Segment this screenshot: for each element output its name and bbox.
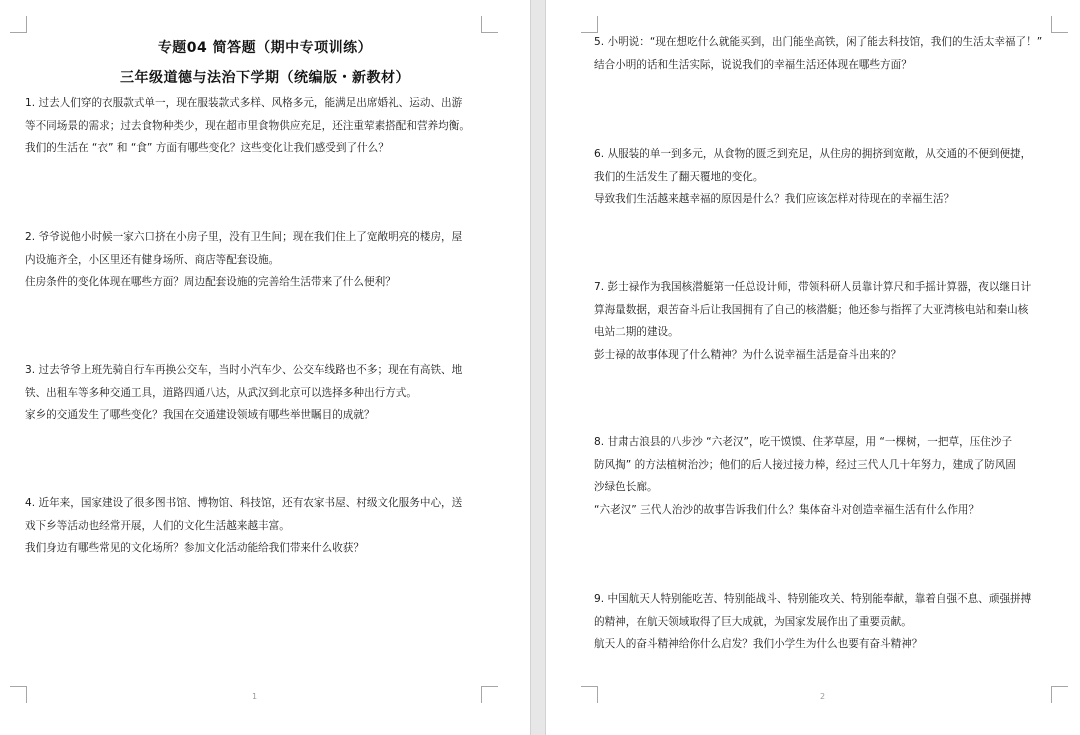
question-text-line: 电站二期的建设。: [594, 326, 679, 338]
question-text-line: 9. 中国航天人特别能吃苦、特别能战斗、特别能攻关、特别能奉献，靠着自强不息、顽强拼搏: [594, 593, 1032, 605]
question-prompt: 结合小明的话和生活实际，说说我们的幸福生活还体现在哪些方面？: [594, 58, 912, 71]
question-text-line: 铁、出租车等多种交通工具，道路四通八达，从武汉到北京可以选择多种出行方式。: [25, 386, 417, 399]
question-text-line: 算海量数据，艰苦奋斗后让我国拥有了自己的核潜艇；他还参与指挥了大亚湾核电站和秦山核: [594, 303, 1029, 316]
question-prompt: 导致我们生活越来越幸福的原因是什么？我们应该怎样对待现在的幸福生活？: [594, 193, 955, 205]
question-9: [594, 588, 1059, 656]
crop-mark-bottom-right: [1051, 686, 1068, 703]
question-text-line: 4. 近年来，国家建设了很多图书馆、博物馆、科技馆，还有农家书屋、村级文化服务中心，送: [25, 497, 463, 509]
question-6: [594, 143, 1059, 211]
crop-mark-top-right: [481, 16, 498, 33]
question-prompt: 彭士禄的故事体现了什么精神？为什么说幸福生活是奋斗出来的？: [594, 348, 902, 361]
question-text-line: 等不同场景的需求；过去食物种类少，现在超市里食物供应充足，还注重荤素搭配和营养均衡。: [25, 119, 470, 132]
question-prompt: 航天人的奋斗精神给你什么启发？我们小学生为什么也要有奋斗精神？: [594, 638, 923, 650]
question-text-line: 内设施齐全，小区里还有健身场所、商店等配套设施。: [25, 253, 280, 266]
question-8: [594, 431, 1059, 521]
question-prompt: 住房条件的变化体现在哪些方面？周边配套设施的完善给生活带来了什么便利？: [25, 276, 396, 288]
page-number: 2: [820, 692, 826, 701]
question-5: [594, 31, 1059, 76]
question-text-line: 8. 甘肃古浪县的八步沙 “六老汉”，吃干馍馍、住茅草屋，用 “一棵树，一把草，压住沙子: [594, 436, 1013, 448]
question-7: [594, 276, 1059, 366]
question-prompt: 我们的生活在 “衣” 和 “食” 方面有哪些变化？这些变化让我们感受到了什么？: [25, 142, 389, 154]
question-2: [25, 226, 487, 294]
page-gutter: [530, 0, 546, 735]
document-page-1: [0, 0, 530, 735]
document-page-2: [546, 0, 1080, 735]
question-text-line: 2. 爷爷说他小时候一家六口挤在小房子里，没有卫生间；现在我们住上了宽敞明亮的楼房，屋: [25, 231, 463, 243]
question-text-line: 5. 小明说：“现在想吃什么就能买到，出门能坐高铁，闲了能去科技馆，我们的生活太幸福了！”: [594, 36, 1043, 48]
crop-mark-top-left: [10, 16, 27, 33]
question-prompt: 我们身边有哪些常见的文化场所？参加文化活动能给我们带来什么收获？: [25, 542, 364, 554]
question-text-line: 6. 从服装的单一到多元，从食物的匮乏到充足，从住房的拥挤到宽敞，从交通的不便到便捷，: [594, 148, 1032, 160]
crop-mark-bottom-left: [581, 686, 598, 703]
question-prompt: 家乡的交通发生了哪些变化？我国在交通建设领域有哪些举世瞩目的成就？: [25, 409, 375, 421]
question-text-line: 沙绿色长廊。: [594, 481, 658, 493]
question-text-line: 7. 彭士禄作为我国核潜艇第一任总设计师，带领科研人员靠计算尺和手摇计算器，夜以继日计: [594, 281, 1032, 293]
question-text-line: 3. 过去爷爷上班先骑自行车再换公交车，当时小汽车少、公交车线路也不多；现在有高铁、地: [25, 364, 463, 376]
question-text-line: 的精神，在航天领域取得了巨大成就，为国家发展作出了重要贡献。: [594, 615, 912, 628]
crop-mark-bottom-right: [481, 686, 498, 703]
page-number: 1: [252, 692, 258, 701]
question-prompt: “六老汉” 三代人治沙的故事告诉我们什么？集体奋斗对创造幸福生活有什么作用？: [594, 503, 980, 516]
crop-mark-bottom-left: [10, 686, 27, 703]
question-text-line: 防风掏” 的方法植树治沙；他们的后人接过接力棒，经过三代人几十年努力，建成了防风固: [594, 458, 1017, 471]
question-3: [25, 359, 487, 427]
question-text-line: 戏下乡等活动也经常开展，人们的文化生活越来越丰富。: [25, 519, 290, 532]
question-text-line: 1. 过去人们穿的衣服款式单一，现在服装款式多样、风格多元，能满足出席婚礼、运动、出游: [25, 97, 463, 109]
question-4: [25, 492, 487, 560]
question-text-line: 我们的生活发生了翻天覆地的变化。: [594, 170, 764, 183]
question-1: [25, 92, 487, 160]
document-title: 专题04 简答题（期中专项训练）: [157, 40, 373, 56]
document-subtitle: 三年级道德与法治下学期（统编版・新教材）: [120, 70, 410, 86]
